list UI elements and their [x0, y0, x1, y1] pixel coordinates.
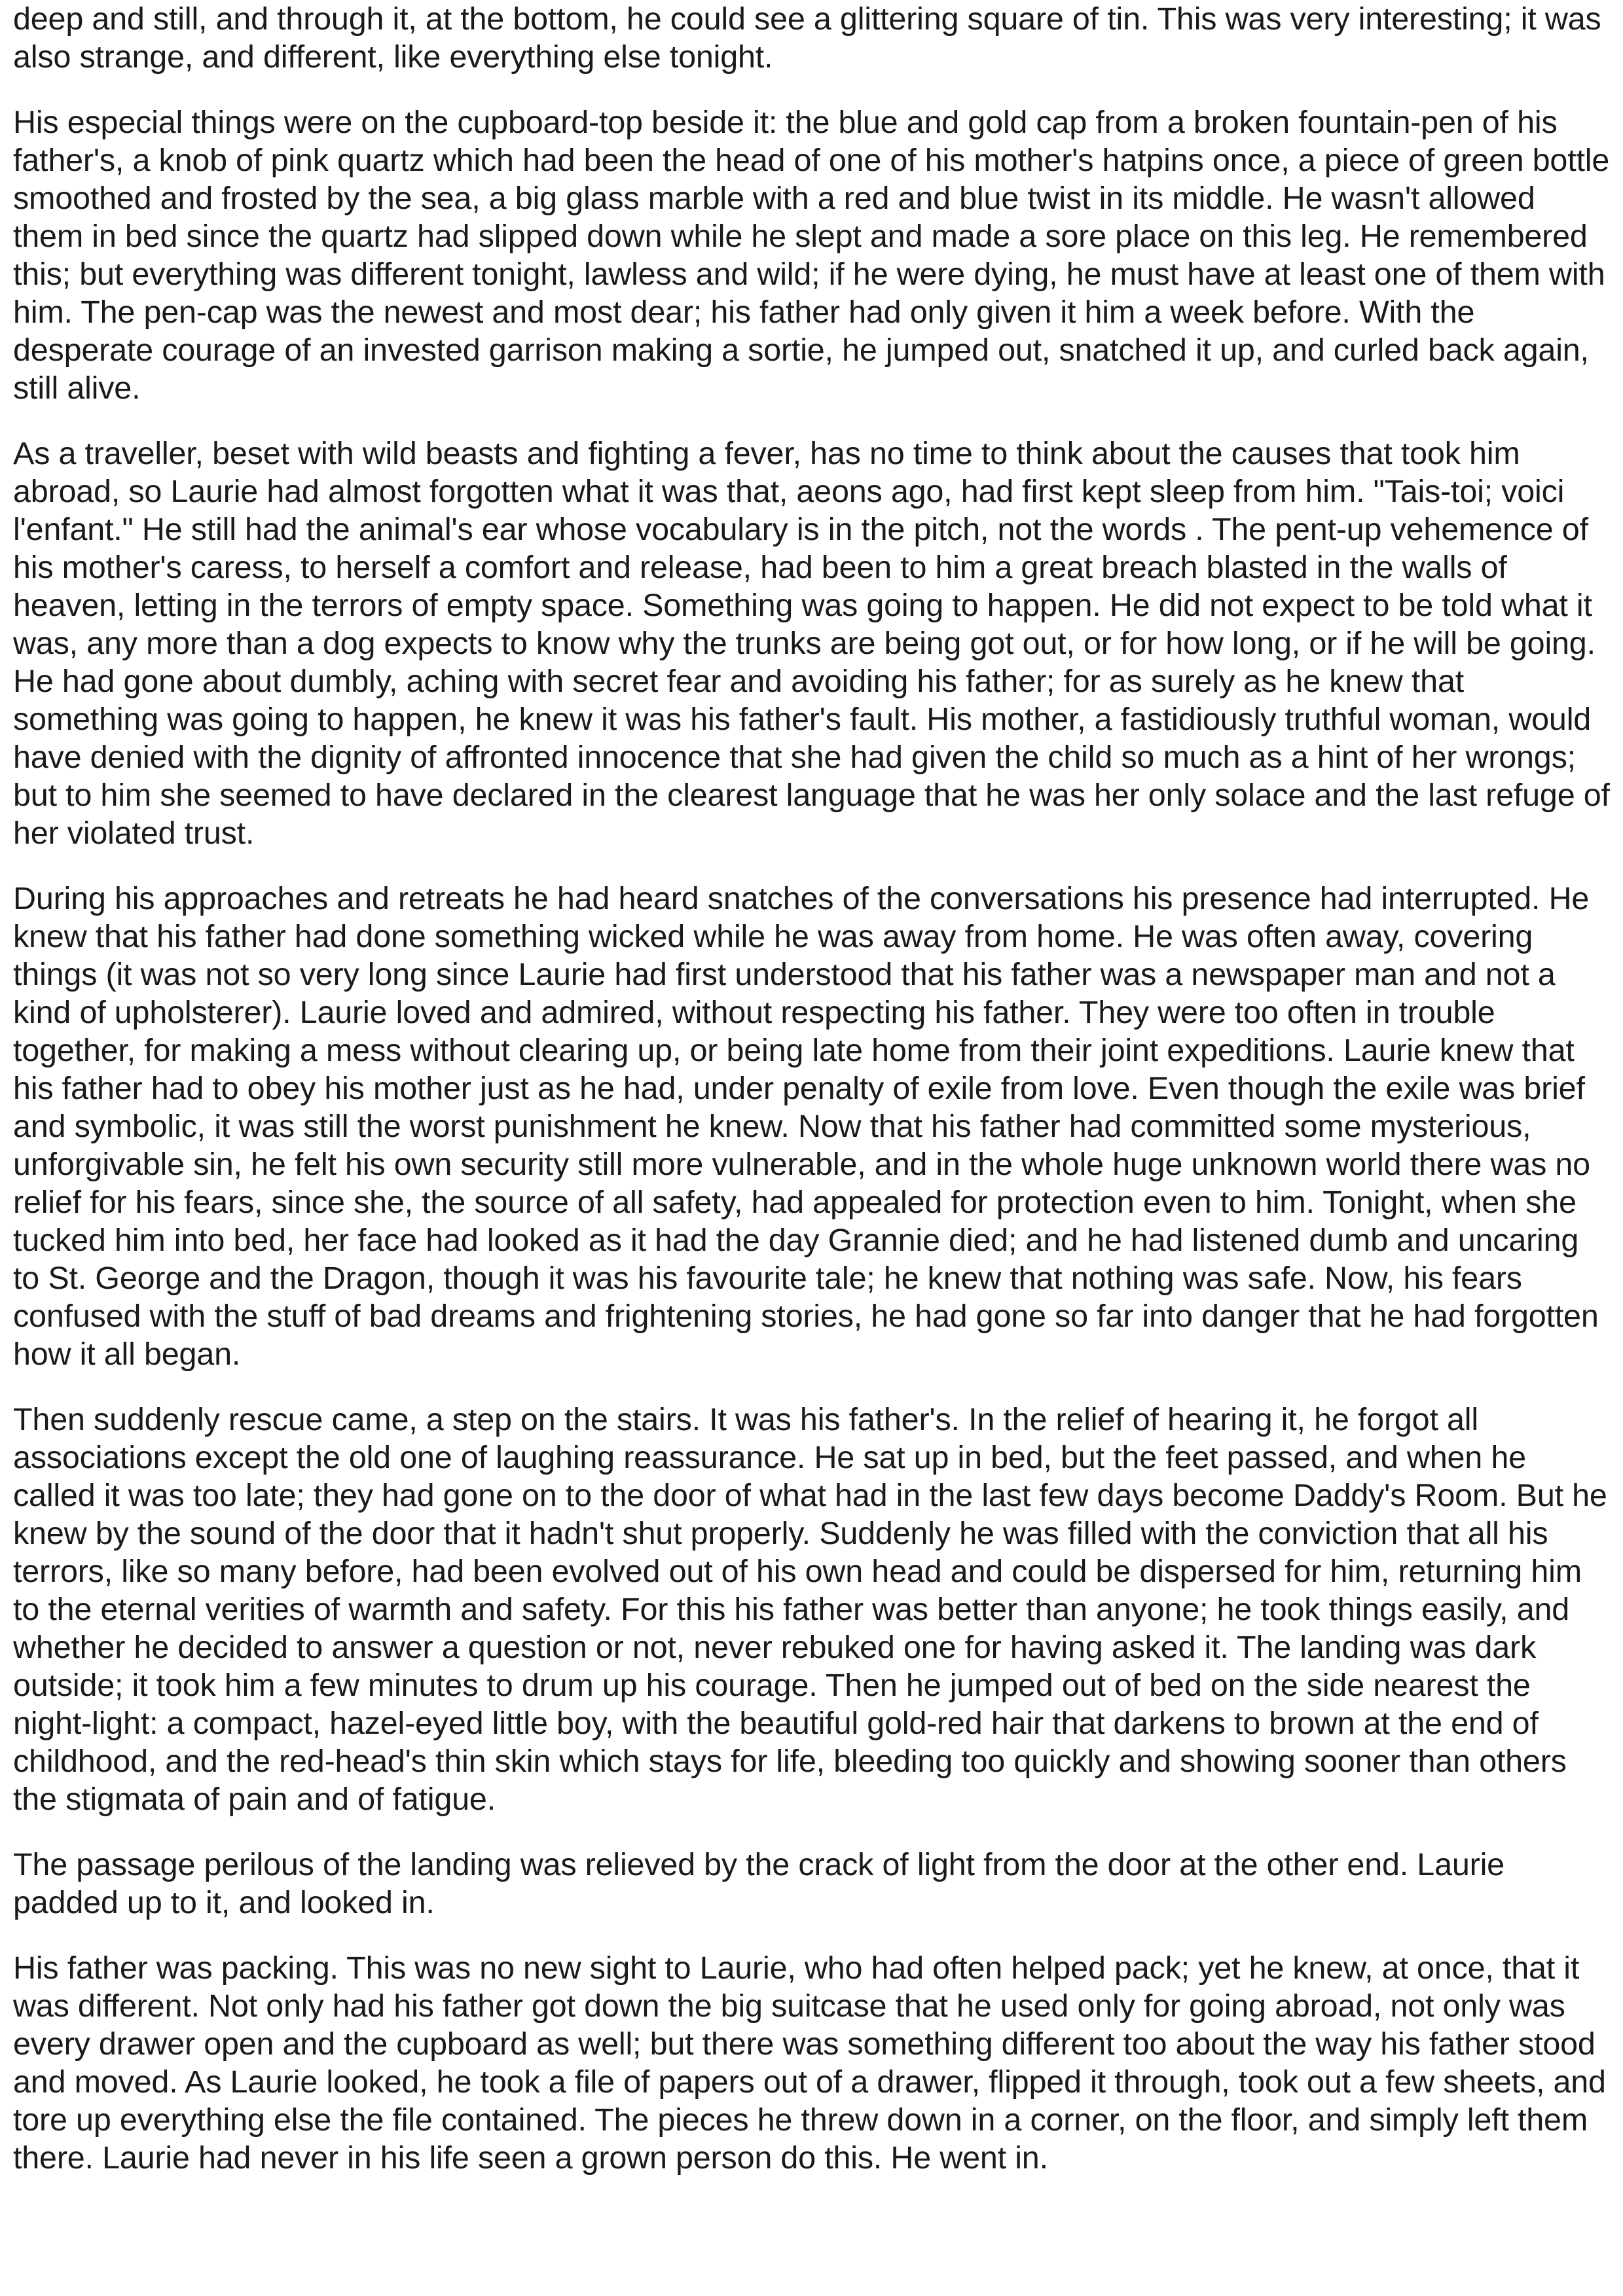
paragraph: His father was packing. This was no new sight to Laurie, who had often helped pack; yet he knew, at once, that it was different. Not only had his father got down the big suitcase that he used only for going abroad, not only was every drawer open and the cupboard as well; but there was something different too about the way his father stood and moved. As Laurie looked, he took a file of papers out of a drawer, flipped it through, took out a few sheets, and tore up everything else the file contained. The pieces he threw down in a corner, on the floor, and simply left them there. Laurie had never in his life seen a grown person do this. He went in.: [13, 1950, 1606, 2176]
paragraph: As a traveller, beset with wild beasts and fighting a fever, has no time to think about the causes that took him abroad, so Laurie had almost forgotten what it was that, aeons ago, had first kept sleep from him. "Tais-toi; voici l'enfant." He still had the animal's ear whose vocabulary is in the pitch, not the words . The pent-up vehemence of his mother's caress, to herself a comfort and release, had been to him a great breach blasted in the walls of heaven, letting in the terrors of empty space. Something was going to happen. He did not expect to be told what it was, any more than a dog expects to know why the trunks are being got out, or for how long, or if he will be going. He had gone about dumbly, aching with secret fear and avoiding his father; for as surely as he knew that something was going to happen, he knew it was his father's fault. His mother, a fastidiously truthful woman, would have denied with the dignity of affronted innocence that she had given the child so much as a hint of her wrongs; but to him she seemed to have declared in the clearest language that he was her only solace and the last refuge of her violated trust.: [13, 436, 1610, 851]
paragraph: Then suddenly rescue came, a step on the stairs. It was his father's. In the relief of hearing it, he forgot all associations except the old one of laughing reassurance. He sat up in bed, but the feet passed, and when he called it was too late; they had gone on to the door of what had in the last few days become Daddy's Room. But he knew by the sound of the door that it hadn't shut properly. Suddenly he was filled with the conviction that all his terrors, like so many before, had been evolved out of his own head and could be dispersed for him, returning him to the eternal verities of warmth and safety. For this his father was better than anyone; he took things easily, and whether he decided to answer a question or not, never rebuked one for having asked it. The landing was dark outside; it took him a few minutes to drum up his courage. Then he jumped out of bed on the side nearest the night-light: a compact, hazel-eyed little boy, with the beautiful gold-red hair that darkens to brown at the end of childhood, and the red-head's thin skin which stays for life, bleeding too quickly and showing sooner than others the stigmata of pain and of fatigue.: [13, 1402, 1607, 1817]
paragraph: During his approaches and retreats he had heard snatches of the conversations his presence had interrupted. He knew that his father had done something wicked while he was away from home. He was often away, covering things (it was not so very long since Laurie had first understood that his father was a newspaper man and not a kind of upholsterer). Laurie loved and admired, without respecting his father. They were too often in trouble together, for making a mess without clearing up, or being late home from their joint expeditions. Laurie knew that his father had to obey his mother just as he had, under penalty of exile from love. Even though the exile was brief and symbolic, it was still the worst punishment he knew. Now that his father had committed some mysterious, unforgivable sin, he felt his own security still more vulnerable, and in the whole huge unknown world there was no relief for his fears, since she, the source of all safety, had appealed for protection even to him. Tonight, when she tucked him into bed, her face had looked as it had the day Grannie died; and he had listened dumb and uncaring to St. George and the Dragon, though it was his favourite tale; he knew that nothing was safe. Now, his fears confused with the stuff of bad dreams and frightening stories, he had gone so far into danger that he had forgotten how it all began.: [13, 881, 1599, 1372]
paragraph: His especial things were on the cupboard-top beside it: the blue and gold cap from a broken fountain-pen of his father's, a knob of pink quartz which had been the head of one of his mother's hatpins once, a piece of green bottle smoothed and frosted by the sea, a big glass marble with a red and blue twist in its middle. He wasn't allowed them in bed since the quartz had slipped down while he slept and made a sore place on this leg. He remembered this; but everything was different tonight, lawless and wild; if he were dying, he must have at least one of them with him. The pen-cap was the newest and most dear; his father had only given it him a week before. With the desperate courage of an invested garrison making a sortie, he jumped out, snatched it up, and curled back again, still alive.: [13, 105, 1610, 406]
document-page: [13, 0, 1611, 2204]
paragraph: The passage perilous of the landing was relieved by the crack of light from the door at the other end. Laurie padded up to it, and looked in.: [13, 1847, 1504, 1920]
paragraph: deep and still, and through it, at the bottom, he could see a glittering square of tin. This was very interesting; it was also strange, and different, like everything else tonight.: [13, 1, 1601, 75]
